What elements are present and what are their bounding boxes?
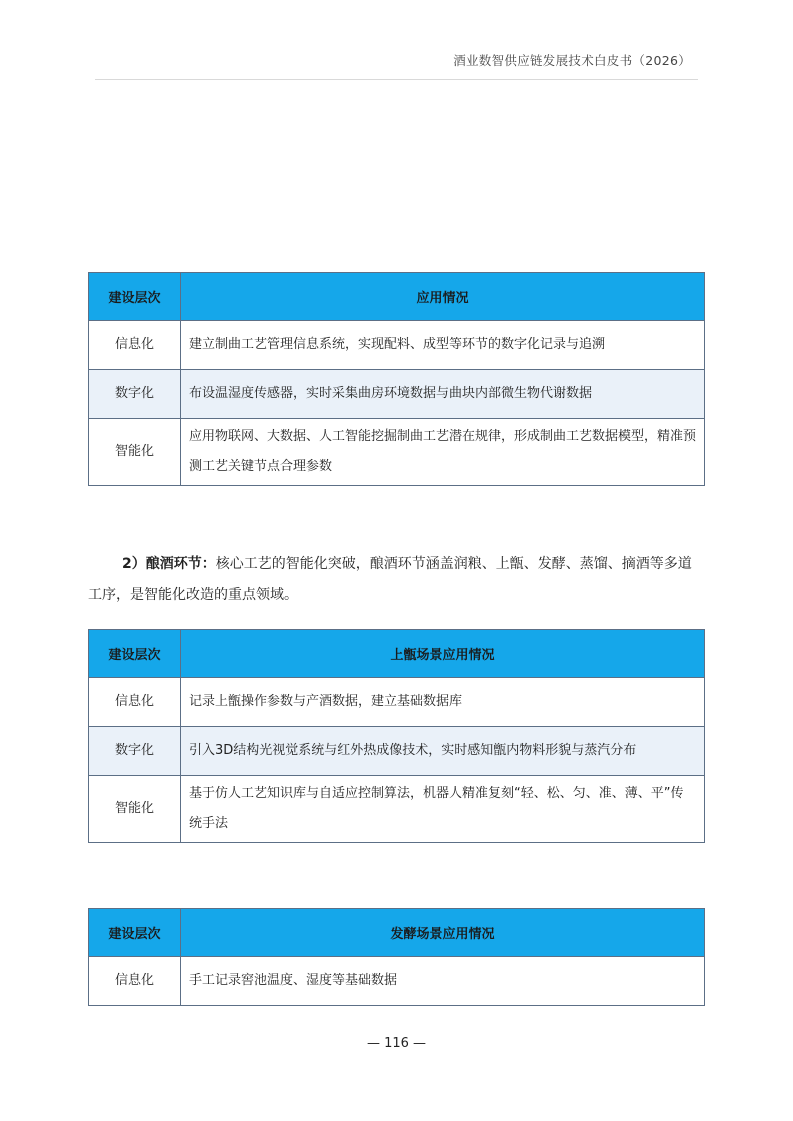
table-row [89, 370, 705, 419]
column-header-level: 建设层次 [89, 273, 181, 321]
level-cell: 数字化 [89, 727, 181, 776]
level-cell: 智能化 [89, 776, 181, 843]
application-cell: 手工记录窖池温度、湿度等基础数据 [181, 957, 705, 1006]
column-header-level: 建设层次 [89, 909, 181, 957]
table-header-row [89, 273, 705, 321]
construction-level-table-3 [88, 908, 705, 1006]
application-cell: 布设温湿度传感器，实时采集曲房环境数据与曲块内部微生物代谢数据 [181, 370, 705, 419]
table-header-row [89, 630, 705, 678]
level-cell: 信息化 [89, 678, 181, 727]
header-divider [95, 79, 698, 80]
paragraph-colon: ： [201, 556, 216, 572]
table-row [89, 321, 705, 370]
construction-level-table-2 [88, 629, 705, 843]
application-cell: 基于仿人工艺知识库与自适应控制算法，机器人精准复刻“轻、松、匀、准、薄、平”传统手法 [181, 776, 705, 843]
level-cell: 数字化 [89, 370, 181, 419]
application-cell: 建立制曲工艺管理信息系统，实现配料、成型等环节的数字化记录与追溯 [181, 321, 705, 370]
table-header-row [89, 909, 705, 957]
column-header-level: 建设层次 [89, 630, 181, 678]
table-row [89, 776, 705, 843]
body-paragraph [88, 549, 705, 611]
column-header-application: 上甑场景应用情况 [181, 630, 705, 678]
level-cell: 智能化 [89, 419, 181, 486]
application-cell: 记录上甑操作参数与产酒数据，建立基础数据库 [181, 678, 705, 727]
page-number: — 116 — [366, 1036, 427, 1051]
paragraph-body: 核心工艺的智能化突破，酿酒环节涵盖润粮、上甑、发酵、蒸馏、摘酒等多道工序，是智能化改造的重点领域。 [88, 556, 692, 603]
column-header-application: 发酵场景应用情况 [181, 909, 705, 957]
level-cell: 信息化 [89, 957, 181, 1006]
level-cell: 信息化 [89, 321, 181, 370]
table-row [89, 419, 705, 486]
table-row [89, 727, 705, 776]
document-header-title: 酒业数智供应链发展技术白皮书（2026） [453, 53, 691, 68]
column-header-application: 应用情况 [181, 273, 705, 321]
paragraph-lead: 2）酿酒环节 [122, 556, 202, 572]
application-cell: 引入3D结构光视觉系统与红外热成像技术，实时感知甑内物料形貌与蒸汽分布 [181, 727, 705, 776]
construction-level-table-1 [88, 272, 705, 486]
table-row [89, 957, 705, 1006]
application-cell: 应用物联网、大数据、人工智能挖掘制曲工艺潜在规律，形成制曲工艺数据模型，精准预测工艺关键节点合理参数 [181, 419, 705, 486]
table-row [89, 678, 705, 727]
